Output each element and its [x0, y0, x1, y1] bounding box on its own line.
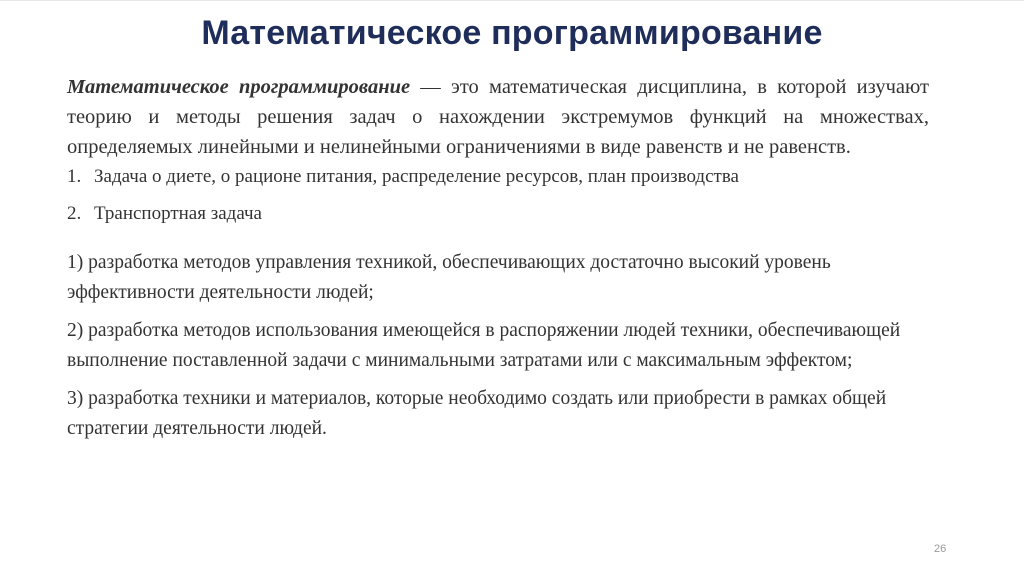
task-list [67, 164, 929, 227]
slide-content [67, 72, 929, 452]
goals-section [67, 248, 929, 444]
list-item [67, 201, 929, 227]
definition-term: Математическое программирование [67, 76, 411, 98]
list-item-text: Задача о диете, о рационе питания, распределение ресурсов, план производства [94, 166, 739, 187]
definition-paragraph [67, 72, 929, 162]
goal-paragraph: 3) разработка техники и материалов, которые необходимо создать или приобрести в рамках общей стратегии деятельности людей. [67, 388, 887, 439]
goal-paragraph: 1) разработка методов управления техникой, обеспечивающих достаточно высокий уровень эффективности деятельности людей; [67, 252, 831, 303]
slide-title: Математическое программирование [201, 14, 823, 52]
list-item [67, 164, 929, 190]
goal-paragraph: 2) разработка методов использования имеющейся в распоряжении людей техники, обеспечивающей выполнение поставленной задачи с минимальными затратами или с максимальным эффектом; [67, 320, 901, 371]
list-item-text: Транспортная задача [94, 203, 262, 224]
top-divider [0, 0, 1024, 1]
page-number: 26 [934, 543, 947, 555]
list-item-number: 1. [67, 166, 82, 187]
definition-text: — это математическая дисциплина, в которой изучают теорию и методы решения задач о нахождении экстремумов функций на множествах, определяемых линейными и нелинейными ограничениями в виде равенств и не равенств. [67, 76, 929, 158]
list-item-number: 2. [67, 203, 82, 224]
